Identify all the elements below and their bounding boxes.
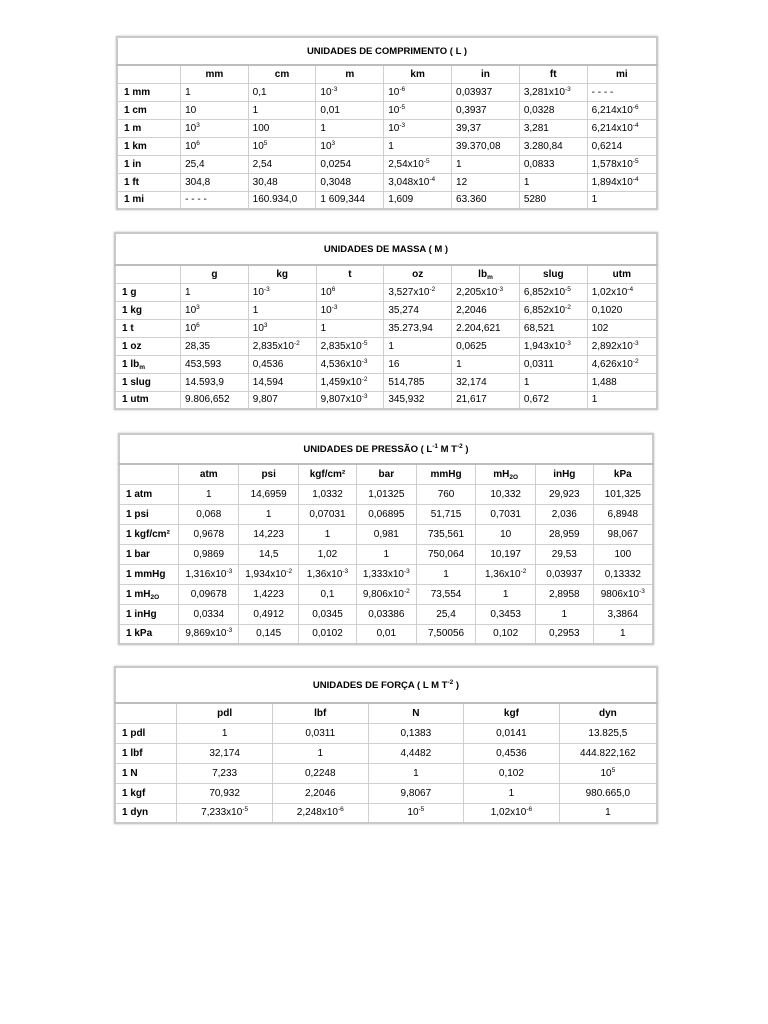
table-cell: 29,53 [536, 544, 594, 564]
table-cell: 0,3048 [316, 173, 384, 191]
column-header: in [452, 65, 520, 83]
table-title: UNIDADES DE FORÇA ( L M $T^{-2}$ ) [115, 667, 657, 703]
corner-cell [115, 703, 177, 723]
table-cell: 35.273,94 [384, 319, 452, 337]
table-cell: $10^3$ [181, 301, 249, 319]
table-row [119, 604, 653, 624]
row-label: 1 pdl [115, 723, 177, 743]
table-cell: 0,2248 [272, 763, 368, 783]
length-units-table [116, 36, 658, 210]
table-cell: 0,6214 [587, 137, 657, 155]
table-cell: 13.825,5 [559, 723, 657, 743]
table-cell: 1 [452, 155, 520, 173]
column-header: $mH_{2O}$ [476, 464, 536, 484]
table-cell: $1,459x10^{-2}$ [316, 373, 384, 391]
table-row [117, 119, 657, 137]
table-cell: 0,068 [179, 504, 239, 524]
table-cell: 0,0334 [179, 604, 239, 624]
table-row [115, 391, 657, 409]
table-cell: $9,806x10^{-2}$ [356, 584, 416, 604]
corner-cell [117, 65, 181, 83]
table-cell: $9,807x10^{-3}$ [316, 391, 384, 409]
table-cell: $6,214x10^{-6}$ [587, 101, 657, 119]
table-cell: 35,274 [384, 301, 452, 319]
table-cell: 1 [536, 604, 594, 624]
row-label: 1 lbf [115, 743, 177, 763]
table-cell: 1 [476, 584, 536, 604]
table-cell: - - - - [181, 191, 249, 209]
table-cell: 1 [384, 337, 452, 355]
table-cell: 2,8958 [536, 584, 594, 604]
table-title: UNIDADES DE PRESSÃO ( $L^{-1}$ M $T^{-2}$ ) [119, 434, 653, 464]
row-label: 1 utm [115, 391, 181, 409]
table-cell: 5280 [519, 191, 587, 209]
table-cell: $10^{-3}$ [248, 283, 316, 301]
column-header: kgf/cm² [299, 464, 357, 484]
column-header: kgf [464, 703, 560, 723]
table-cell: 29,923 [536, 484, 594, 504]
row-label: 1 $lb_m$ [115, 355, 181, 373]
table-body [115, 265, 657, 409]
table-cell: $1,943x10^{-3}$ [519, 337, 587, 355]
table-cell: 10 [181, 101, 249, 119]
table-cell: 39.370,08 [452, 137, 520, 155]
table-cell: 30,48 [248, 173, 316, 191]
table-cell: 0,06895 [356, 504, 416, 524]
table-row [117, 137, 657, 155]
row-label: 1 kgf [115, 783, 177, 803]
table-cell: $10^{-5}$ [384, 101, 452, 119]
table-cell: $2,248x10^{-6}$ [272, 803, 368, 823]
table-cell: 1,4223 [239, 584, 299, 604]
table-cell: 1 [356, 544, 416, 564]
table-cell: 68,521 [519, 319, 587, 337]
row-label: 1 mm [117, 83, 181, 101]
table-cell: 0,0345 [299, 604, 357, 624]
column-header: kg [248, 265, 316, 283]
table-cell: 63.360 [452, 191, 520, 209]
table-cell: 0,07031 [299, 504, 357, 524]
table-cell: $2,835x10^{-5}$ [316, 337, 384, 355]
row-label: 1 kgf/cm² [119, 524, 179, 544]
table-cell: 1 [559, 803, 657, 823]
table-row [115, 723, 657, 743]
table-cell: $6,852x10^{-2}$ [519, 301, 587, 319]
table-cell: 0,0102 [299, 624, 357, 644]
table-cell: $1,36x10^{-2}$ [476, 564, 536, 584]
column-header: oz [384, 265, 452, 283]
table-cell: 28,35 [181, 337, 249, 355]
table-cell: $10^5$ [248, 137, 316, 155]
table-cell: $1,578x10^{-5}$ [587, 155, 657, 173]
table-cell: 0,13332 [593, 564, 653, 584]
row-label: 1 m [117, 119, 181, 137]
table-cell: $10^{-3}$ [316, 301, 384, 319]
table-cell: $3,281x10^{-3}$ [519, 83, 587, 101]
header-row [115, 265, 657, 283]
table-cell: $2,205x10^{-3}$ [452, 283, 520, 301]
row-label: 1 cm [117, 101, 181, 119]
table-cell: $7,233x10^{-5}$ [177, 803, 273, 823]
table-cell: 2,036 [536, 504, 594, 524]
table-cell: $10^6$ [181, 137, 249, 155]
column-header: mi [587, 65, 657, 83]
table-cell: 0,0311 [272, 723, 368, 743]
table-row [119, 544, 653, 564]
table-cell: 1 [519, 373, 587, 391]
table-cell: $3,527x10^{-2}$ [384, 283, 452, 301]
table-cell: 453,593 [181, 355, 249, 373]
table-cell: $2,892x10^{-3}$ [587, 337, 657, 355]
table-cell: 0,03937 [452, 83, 520, 101]
table-cell: 1 [272, 743, 368, 763]
table-cell: $10^3$ [316, 137, 384, 155]
row-label: 1 kg [115, 301, 181, 319]
row-label: 1 psi [119, 504, 179, 524]
table-cell: 0,0254 [316, 155, 384, 173]
table-cell: 25,4 [416, 604, 476, 624]
column-header: km [384, 65, 452, 83]
table-row [117, 155, 657, 173]
row-label: 1 ft [117, 173, 181, 191]
table-cell: 12 [452, 173, 520, 191]
pressure-units-table [118, 433, 654, 645]
table-cell: 0,4536 [464, 743, 560, 763]
table-cell: 1 [316, 119, 384, 137]
table-cell: 1 [248, 301, 316, 319]
column-header: psi [239, 464, 299, 484]
table-cell: 70,932 [177, 783, 273, 803]
column-header: lbf [272, 703, 368, 723]
table-cell: 1,02 [299, 544, 357, 564]
table-cell: 0,0141 [464, 723, 560, 743]
row-label: 1 kPa [119, 624, 179, 644]
table-cell: 73,554 [416, 584, 476, 604]
table-cell: 0,01 [316, 101, 384, 119]
table-cell: $10^6$ [316, 283, 384, 301]
table-body [119, 464, 653, 644]
table-cell: 100 [593, 544, 653, 564]
column-header: mm [181, 65, 249, 83]
table-cell: 0,1383 [368, 723, 464, 743]
table-cell: - - - - [587, 83, 657, 101]
table-cell: 10,197 [476, 544, 536, 564]
table-body [115, 703, 657, 823]
table-cell: 444.822,162 [559, 743, 657, 763]
table-cell: 0,4536 [248, 355, 316, 373]
table-cell: 0,1 [248, 83, 316, 101]
table-cell: $6,214x10^{-4}$ [587, 119, 657, 137]
row-label: 1 g [115, 283, 181, 301]
table-cell: 1,0332 [299, 484, 357, 504]
row-label: 1 oz [115, 337, 181, 355]
table-cell: 0,3453 [476, 604, 536, 624]
header-row [119, 464, 653, 484]
table-cell: 1 [177, 723, 273, 743]
table-cell: 0,7031 [476, 504, 536, 524]
table-cell: 3.280,84 [519, 137, 587, 155]
row-label: 1 slug [115, 373, 181, 391]
row-label: 1 atm [119, 484, 179, 504]
table-cell: $9806x10^{-3}$ [593, 584, 653, 604]
column-header: slug [519, 265, 587, 283]
table-cell: 1 [181, 283, 249, 301]
table-cell: 14,6959 [239, 484, 299, 504]
table-row [115, 803, 657, 823]
table-row [115, 319, 657, 337]
table-cell: 98,067 [593, 524, 653, 544]
row-label: 1 mi [117, 191, 181, 209]
table-cell: 1,01325 [356, 484, 416, 504]
table-cell: 2,54 [248, 155, 316, 173]
table-cell: 100 [248, 119, 316, 137]
table-cell: 0,1020 [587, 301, 657, 319]
table-cell: 1 [181, 83, 249, 101]
table-row [119, 584, 653, 604]
table-cell: $10^{-5}$ [368, 803, 464, 823]
column-header: kPa [593, 464, 653, 484]
table-body [117, 65, 657, 209]
table-row [117, 101, 657, 119]
table-cell: 2,2046 [272, 783, 368, 803]
table-row [115, 337, 657, 355]
force-units-table [114, 666, 658, 824]
header-row [117, 65, 657, 83]
table-row [119, 524, 653, 544]
table-cell: 32,174 [452, 373, 520, 391]
column-header: g [181, 265, 249, 283]
table-cell: 0,4912 [239, 604, 299, 624]
table-cell: 1 [587, 191, 657, 209]
table-cell: 102 [587, 319, 657, 337]
table-row [119, 624, 653, 644]
table-cell: 0,2953 [536, 624, 594, 644]
table-row [115, 373, 657, 391]
column-header: ft [519, 65, 587, 83]
table-cell: $4,536x10^{-3}$ [316, 355, 384, 373]
table-row [115, 355, 657, 373]
table-cell: 14,594 [248, 373, 316, 391]
table-cell: 304,8 [181, 173, 249, 191]
table-cell: 7,233 [177, 763, 273, 783]
table-row [117, 191, 657, 209]
table-cell: 10,332 [476, 484, 536, 504]
table-cell: 14,223 [239, 524, 299, 544]
column-header: dyn [559, 703, 657, 723]
table-cell: 1 [316, 319, 384, 337]
column-header: pdl [177, 703, 273, 723]
table-cell: 6,8948 [593, 504, 653, 524]
table-cell: 1 [416, 564, 476, 584]
table-cell: $1,934x10^{-2}$ [239, 564, 299, 584]
row-label: 1 in [117, 155, 181, 173]
table-cell: $2,54x10^{-5}$ [384, 155, 452, 173]
table-cell: 750,064 [416, 544, 476, 564]
table-cell: $1,02x10^{-6}$ [464, 803, 560, 823]
row-label: 1 N [115, 763, 177, 783]
table-cell: 3,3864 [593, 604, 653, 624]
table-cell: 1 [299, 524, 357, 544]
table-cell: 0,981 [356, 524, 416, 544]
table-row [119, 504, 653, 524]
table-cell: 160.934,0 [248, 191, 316, 209]
table-cell: 101,325 [593, 484, 653, 504]
table-cell: $1,36x10^{-3}$ [299, 564, 357, 584]
row-label: 1 inHg [119, 604, 179, 624]
table-cell: 0,9869 [179, 544, 239, 564]
table-cell: 2.204,621 [452, 319, 520, 337]
table-cell: 25,4 [181, 155, 249, 173]
table-cell: 0,01 [356, 624, 416, 644]
table-cell: 0,09678 [179, 584, 239, 604]
table-cell: 4,4482 [368, 743, 464, 763]
table-cell: $6,852x10^{-5}$ [519, 283, 587, 301]
row-label: 1 mmHg [119, 564, 179, 584]
corner-cell [115, 265, 181, 283]
table-cell: $10^3$ [248, 319, 316, 337]
table-cell: 3,281 [519, 119, 587, 137]
table-cell: 21,617 [452, 391, 520, 409]
table-cell: 9,8067 [368, 783, 464, 803]
table-cell: 1 [239, 504, 299, 524]
table-cell: 760 [416, 484, 476, 504]
table-cell: 1 [248, 101, 316, 119]
table-cell: 514,785 [384, 373, 452, 391]
table-cell: $10^{-6}$ [384, 83, 452, 101]
table-cell: 28,959 [536, 524, 594, 544]
table-cell: 1 [384, 137, 452, 155]
corner-cell [119, 464, 179, 484]
table-row [115, 301, 657, 319]
table-cell: 0,672 [519, 391, 587, 409]
table-cell: 1 [179, 484, 239, 504]
row-label: 1 t [115, 319, 181, 337]
table-cell: 2,2046 [452, 301, 520, 319]
table-cell: 7,50056 [416, 624, 476, 644]
header-row [115, 703, 657, 723]
table-row [119, 564, 653, 584]
column-header: utm [587, 265, 657, 283]
table-cell: $1,316x10^{-3}$ [179, 564, 239, 584]
table-cell: $1,02x10^{-4}$ [587, 283, 657, 301]
table-cell: 0,9678 [179, 524, 239, 544]
column-header: N [368, 703, 464, 723]
table-cell: 51,715 [416, 504, 476, 524]
table-cell: 0,102 [464, 763, 560, 783]
table-cell: 345,932 [384, 391, 452, 409]
table-cell: 14,5 [239, 544, 299, 564]
table-cell: 9.806,652 [181, 391, 249, 409]
table-cell: 10 [476, 524, 536, 544]
table-row [117, 83, 657, 101]
table-cell: 0,0328 [519, 101, 587, 119]
row-label: 1 dyn [115, 803, 177, 823]
table-cell: $4,626x10^{-2}$ [587, 355, 657, 373]
table-cell: 980.665,0 [559, 783, 657, 803]
table-cell: 0,0311 [519, 355, 587, 373]
column-header: m [316, 65, 384, 83]
table-cell: 1 [593, 624, 653, 644]
table-cell: 1 [519, 173, 587, 191]
column-header: bar [356, 464, 416, 484]
table-cell: 0,0625 [452, 337, 520, 355]
table-cell: $10^{-3}$ [384, 119, 452, 137]
table-cell: 0,03937 [536, 564, 594, 584]
table-cell: $10^{-3}$ [316, 83, 384, 101]
column-header: cm [248, 65, 316, 83]
table-title: UNIDADES DE COMPRIMENTO ( L ) [117, 37, 657, 65]
table-cell: 1,609 [384, 191, 452, 209]
table-cell: 9,807 [248, 391, 316, 409]
column-header: atm [179, 464, 239, 484]
column-header: $lb_m$ [452, 265, 520, 283]
mass-units-table [114, 232, 658, 410]
column-header: t [316, 265, 384, 283]
table-cell: 39,37 [452, 119, 520, 137]
table-cell: $9,869x10^{-3}$ [179, 624, 239, 644]
table-cell: 0,03386 [356, 604, 416, 624]
table-cell: 1,488 [587, 373, 657, 391]
table-cell: $1,333x10^{-3}$ [356, 564, 416, 584]
table-row [117, 173, 657, 191]
table-cell: 1 609,344 [316, 191, 384, 209]
table-cell: 14.593,9 [181, 373, 249, 391]
table-cell: $10^5$ [559, 763, 657, 783]
table-cell: 16 [384, 355, 452, 373]
column-header: mmHg [416, 464, 476, 484]
table-row [115, 783, 657, 803]
row-label: 1 bar [119, 544, 179, 564]
table-title: UNIDADES DE MASSA ( M ) [115, 233, 657, 265]
row-label: 1 km [117, 137, 181, 155]
table-row [115, 743, 657, 763]
table-cell: 0,0833 [519, 155, 587, 173]
table-cell: 1 [368, 763, 464, 783]
table-cell: 1 [464, 783, 560, 803]
table-cell: 1 [587, 391, 657, 409]
table-cell: 1 [452, 355, 520, 373]
table-cell: 0,1 [299, 584, 357, 604]
table-cell: $3,048x10^{-4}$ [384, 173, 452, 191]
table-row [115, 763, 657, 783]
table-row [115, 283, 657, 301]
table-cell: $2,835x10^{-2}$ [248, 337, 316, 355]
table-cell: 0,102 [476, 624, 536, 644]
table-cell: $1,894x10^{-4}$ [587, 173, 657, 191]
table-cell: 32,174 [177, 743, 273, 763]
row-label: 1 $mH_{2O}$ [119, 584, 179, 604]
table-row [119, 484, 653, 504]
table-cell: 735,561 [416, 524, 476, 544]
column-header: inHg [536, 464, 594, 484]
table-cell: 0,3937 [452, 101, 520, 119]
table-cell: 0,145 [239, 624, 299, 644]
table-cell: $10^3$ [181, 119, 249, 137]
table-cell: $10^6$ [181, 319, 249, 337]
